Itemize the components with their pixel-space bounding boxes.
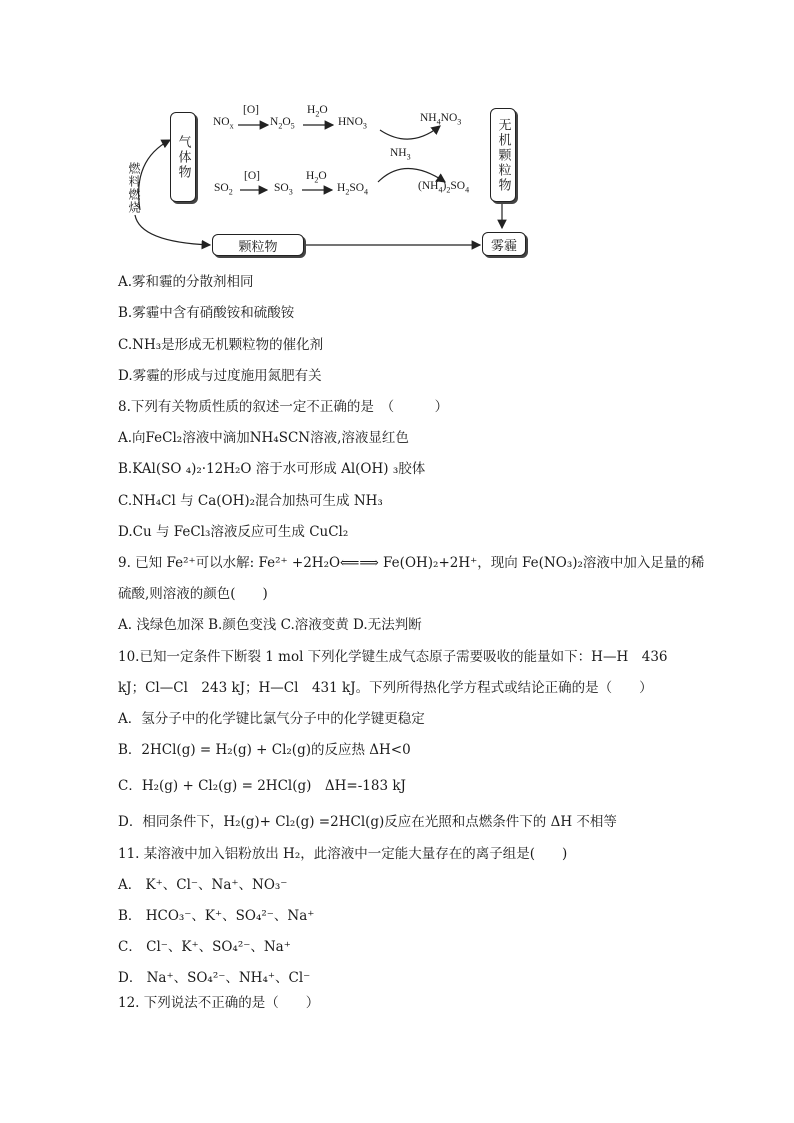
- q11-option-b: B． HCO₃⁻、K⁺、SO₄²⁻、Na⁺: [118, 908, 315, 924]
- q8-option-c: C.NH₄Cl 与 Ca(OH)₂混合加热可生成 NH₃: [118, 493, 383, 509]
- q8-option-d: D.Cu 与 FeCl₃溶液反应可生成 CuCl₂: [118, 524, 349, 540]
- h2so4-label: $H_2SO_4$: [337, 182, 369, 197]
- q10-stem: 10.已知一定条件下断裂 1 mol 下列化学键生成气态原子需要吸收的能量如下：H—H 436: [118, 649, 668, 665]
- q8-stem: 8.下列有关物质性质的叙述一定不正确的是 （ ）: [118, 399, 449, 415]
- nh4no3-label: $NH_4NO_3$: [420, 112, 462, 127]
- q10-option-b: B．2HCl(g) = H₂(g) + Cl₂(g)的反应热 ΔH<0: [118, 742, 411, 758]
- q9-options: A. 浅绿色加深 B.颜色变浅 C.溶液变黄 D.无法判断: [118, 617, 422, 633]
- q10-option-c: C．H₂(g) + Cl₂(g) = 2HCl(g) ΔH=-183 kJ: [118, 778, 406, 794]
- q11-option-d: D． Na⁺、SO₄²⁻、NH₄⁺、Cl⁻: [118, 970, 311, 986]
- q11-stem: 11. 某溶液中加入铝粉放出 H₂，此溶液中一定能大量存在的离子组是( ): [118, 846, 568, 862]
- nh3-label: $NH_3$: [390, 147, 411, 162]
- particles-box: 颗粒物: [212, 234, 304, 256]
- h2o-label-row2: $H_2O$: [306, 170, 327, 185]
- haze-box: 雾霾: [482, 232, 526, 256]
- q11-option-c: C． Cl⁻、K⁺、SO₄²⁻、Na⁺: [118, 939, 291, 955]
- q7-option-b: B.雾霾中含有硝酸铵和硫酸铵: [118, 305, 295, 321]
- inorganic-particles-box: 无机颗粒物: [490, 108, 516, 202]
- q12-stem: 12. 下列说法不正确的是（ ）: [118, 995, 320, 1011]
- haze-formation-diagram: [110, 100, 550, 265]
- n2o5-label: $N_2O_5$: [270, 116, 295, 131]
- q8-option-b: B.KAl(SO ₄)₂·12H₂O 溶于水可形成 Al(OH) ₃胶体: [118, 461, 426, 477]
- q7-option-a: A.雾和霾的分散剂相同: [118, 274, 254, 290]
- q8-option-a: A.向FeCl₂溶液中滴加NH₄SCN溶液,溶液显红色: [118, 430, 409, 446]
- fuel-burning-label: 燃料燃烧: [127, 162, 141, 214]
- q10-stem-cont: kJ；Cl—Cl 243 kJ；H—Cl 431 kJ。下列所得热化学方程式或结论正确的是（ ）: [118, 680, 653, 696]
- q10-option-a: A．氢分子中的化学键比氯气分子中的化学键更稳定: [118, 711, 425, 727]
- q10-option-d: D．相同条件下，H₂(g)+ Cl₂(g) =2HCl(g)反应在光照和点燃条件下的 ΔH 不相等: [118, 814, 617, 830]
- nox-label: $NO_x$: [213, 116, 234, 131]
- so3-label: $SO_3$: [274, 182, 293, 197]
- o-label-row2: [O]: [244, 170, 260, 182]
- q7-option-c: C.NH₃是形成无机颗粒物的催化剂: [118, 337, 324, 353]
- nh42so4-label: $(NH_4)_2SO_4$: [418, 180, 470, 195]
- gas-box: 气体物: [170, 112, 196, 202]
- q7-option-d: D.雾霾的形成与过度施用氮肥有关: [118, 368, 322, 384]
- q11-option-a: A． K⁺、Cl⁻、Na⁺、NO₃⁻: [118, 877, 288, 893]
- so2-label: $SO_2$: [214, 182, 233, 197]
- q9-stem-cont: 硫酸,则溶液的颜色( ): [118, 586, 268, 602]
- h2o-label-row1: $H_2O$: [307, 104, 328, 119]
- o-label-row1: [O]: [243, 104, 259, 116]
- hno3-label: $HNO_3$: [338, 116, 367, 131]
- q9-stem: 9. 已知 Fe²⁺可以水解: Fe²⁺ +2H₂O⟸⟹ Fe(OH)₂+2H⁺，现向 Fe(NO₃)₂溶液中加入足量的稀: [118, 555, 705, 571]
